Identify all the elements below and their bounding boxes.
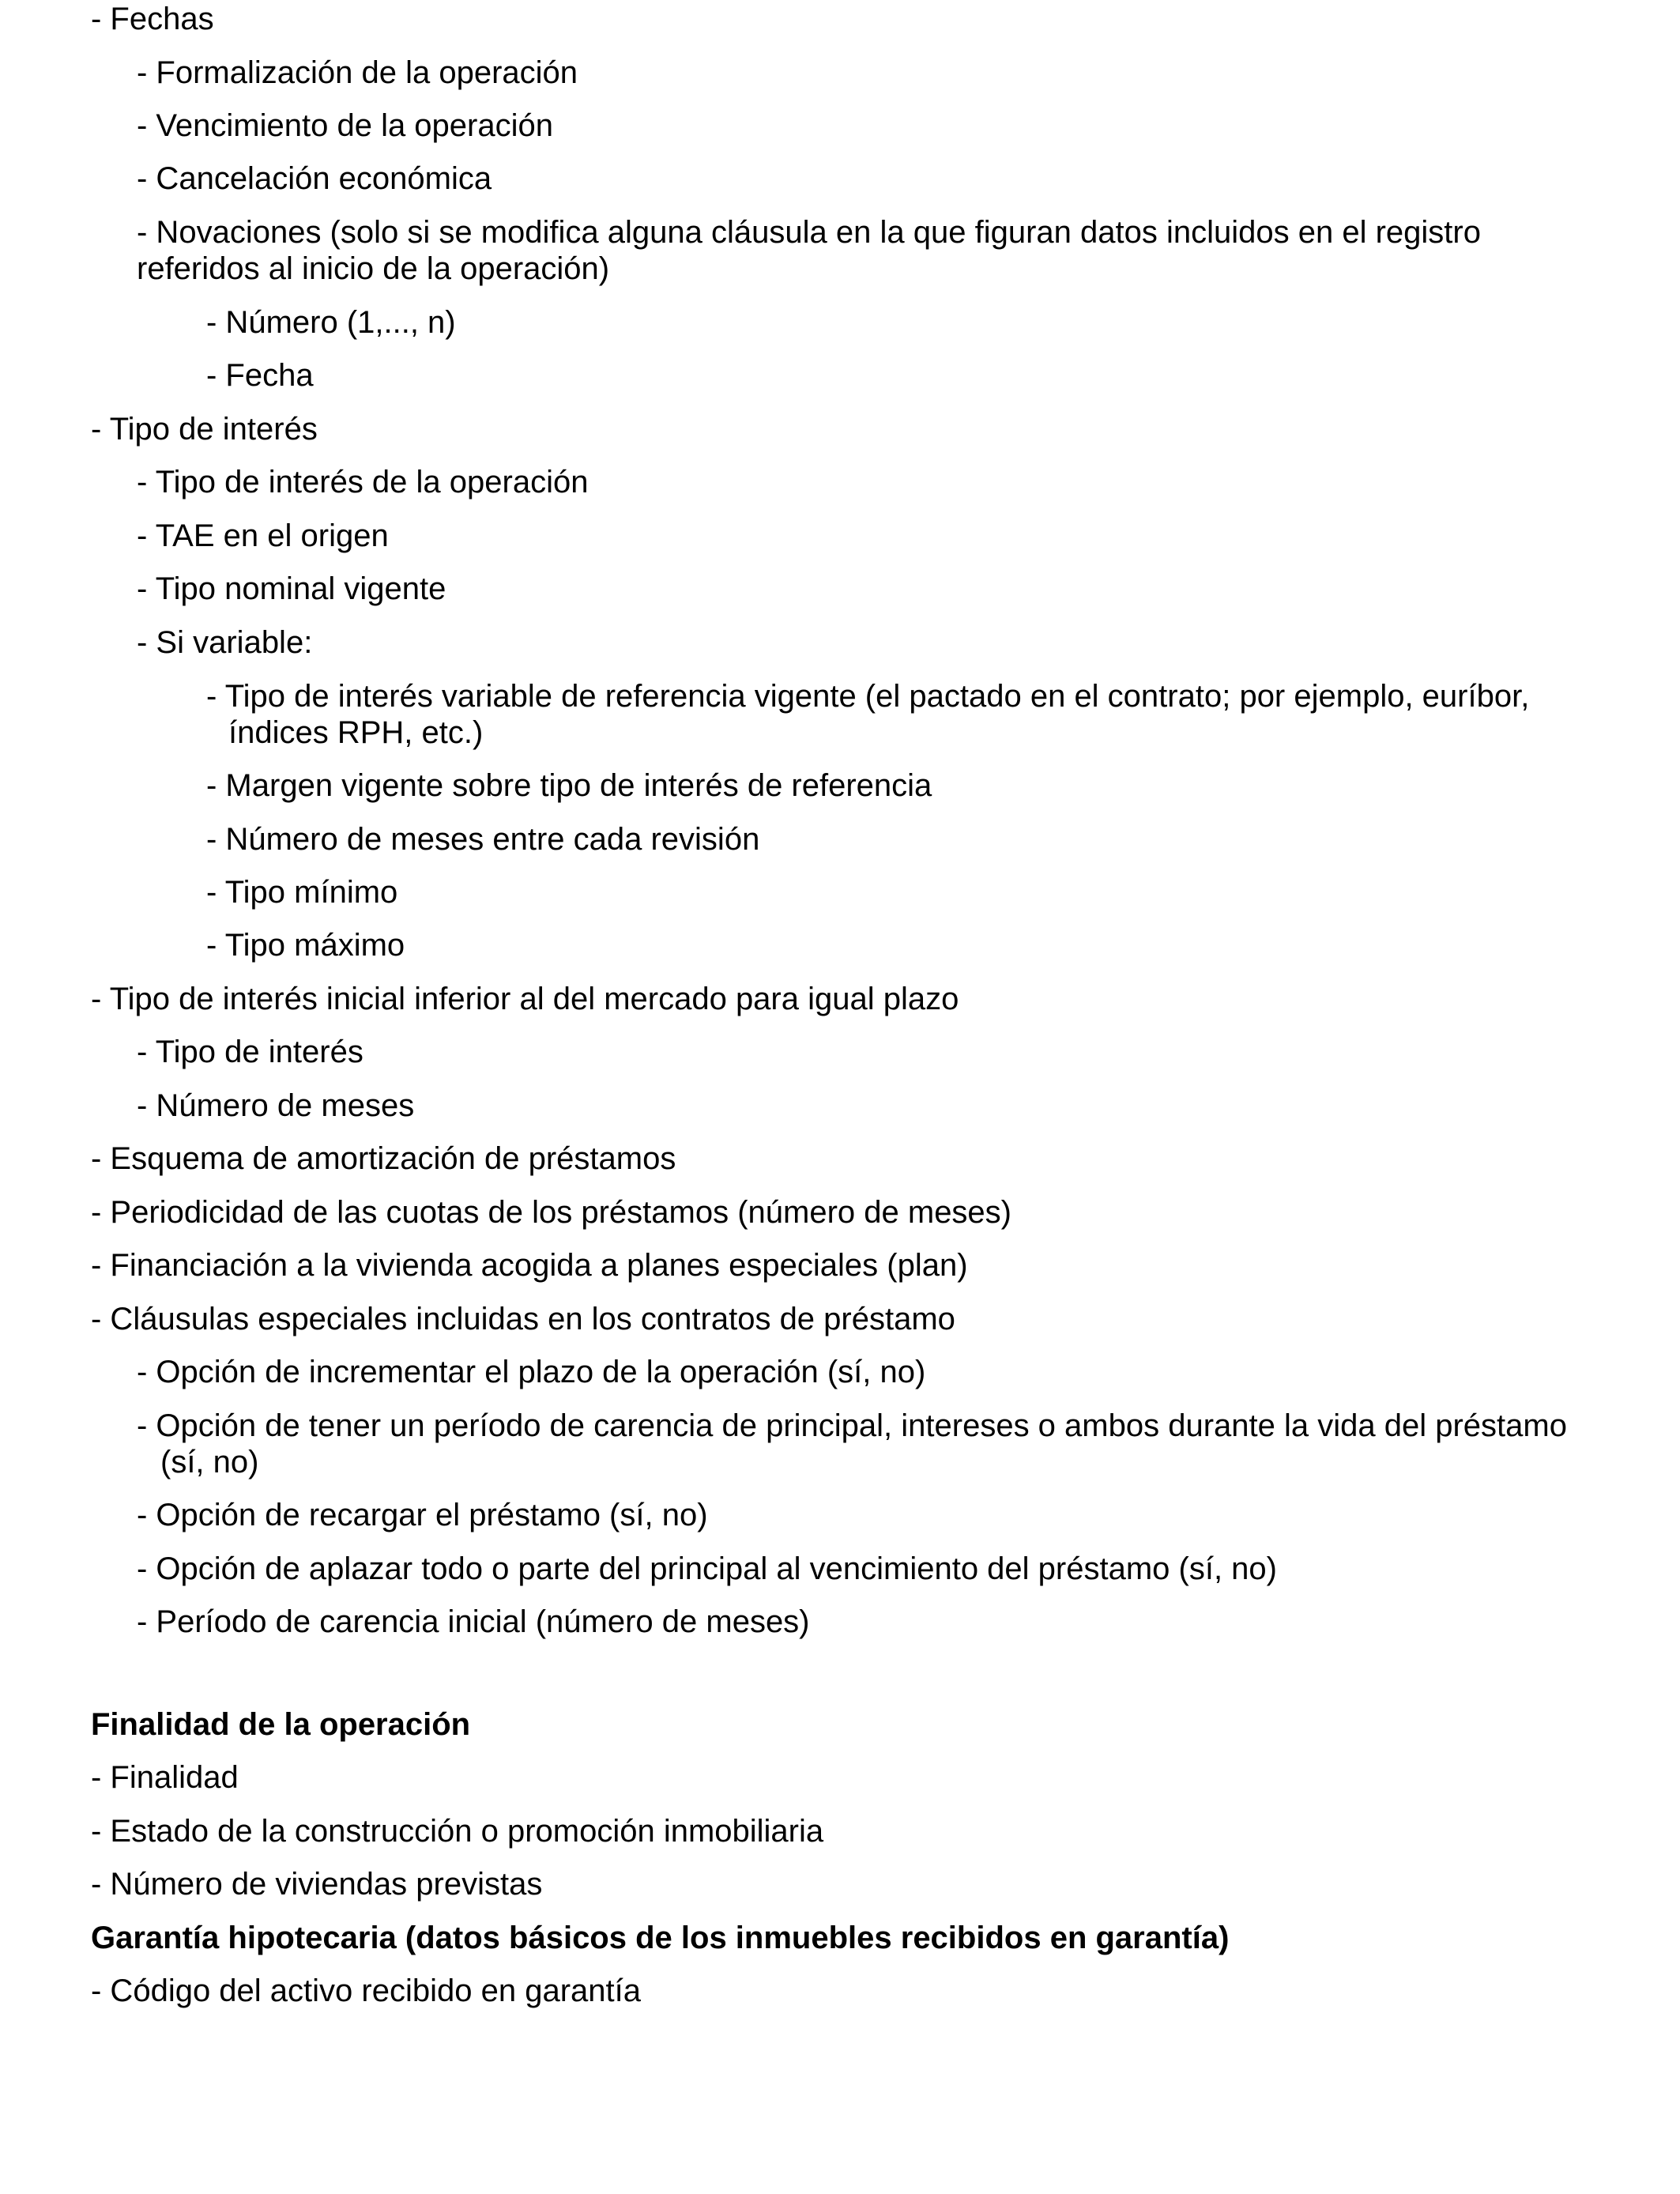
list-item: - Opción de recargar el préstamo (sí, no) (137, 1498, 708, 1532)
list-item: - Período de carencia inicial (número de meses) (137, 1604, 810, 1639)
section-heading-garantia: Garantía hipotecaria (datos básicos de los inmuebles recibidos en garantía) (91, 1921, 1230, 1955)
list-item: - TAE en el origen (137, 518, 389, 553)
list-item: - Número de viviendas previstas (91, 1867, 543, 1902)
list-item: - Estado de la construcción o promoción inmobiliaria (91, 1814, 824, 1849)
list-item: - Opción de tener un período de carencia de principal, intereses o ambos durante la vida del préstamo (137, 1408, 1567, 1443)
list-item: - Tipo de interés inicial inferior al del mercado para igual plazo (91, 982, 959, 1016)
list-item: - Fecha (206, 358, 314, 393)
list-item: - Novaciones (solo si se modifica alguna cláusula en la que figuran datos incluidos en el registro (137, 215, 1481, 250)
list-item: - Número de meses entre cada revisión (206, 822, 760, 857)
list-item-continuation: índices RPH, etc.) (228, 715, 484, 750)
list-item-continuation: referidos al inicio de la operación) (137, 251, 610, 286)
list-item: - Tipo de interés de la operación (137, 465, 589, 499)
list-item: - Cancelación económica (137, 161, 492, 196)
list-item: - Número (1,..., n) (206, 305, 456, 340)
list-item: - Fechas (91, 2, 214, 36)
list-item: - Tipo de interés (91, 412, 318, 447)
list-item: - Financiación a la vivienda acogida a planes especiales (plan) (91, 1248, 968, 1283)
list-item: - Número de meses (137, 1088, 415, 1123)
list-item: - Opción de aplazar todo o parte del principal al vencimiento del préstamo (sí, no) (137, 1551, 1277, 1586)
list-item: - Tipo mínimo (206, 875, 398, 910)
list-item: - Vencimiento de la operación (137, 108, 553, 143)
list-item: - Opción de incrementar el plazo de la operación (sí, no) (137, 1355, 926, 1389)
list-item: - Finalidad (91, 1760, 239, 1795)
list-item-continuation: (sí, no) (160, 1445, 259, 1480)
list-item: - Si variable: (137, 625, 313, 660)
list-item: - Tipo máximo (206, 928, 405, 963)
list-item: - Esquema de amortización de préstamos (91, 1141, 676, 1176)
list-item: - Tipo nominal vigente (137, 571, 446, 606)
section-heading-finalidad: Finalidad de la operación (91, 1707, 471, 1742)
list-item: - Código del activo recibido en garantía (91, 1973, 641, 2008)
list-item: - Margen vigente sobre tipo de interés de referencia (206, 768, 932, 803)
list-item: - Periodicidad de las cuotas de los préstamos (número de meses) (91, 1195, 1011, 1230)
list-item: - Tipo de interés (137, 1035, 363, 1069)
list-item: - Tipo de interés variable de referencia vigente (el pactado en el contrato; por ejemplo, euríbor, (206, 679, 1530, 714)
list-item: - Cláusulas especiales incluidas en los contratos de préstamo (91, 1302, 955, 1336)
list-item: - Formalización de la operación (137, 55, 578, 90)
